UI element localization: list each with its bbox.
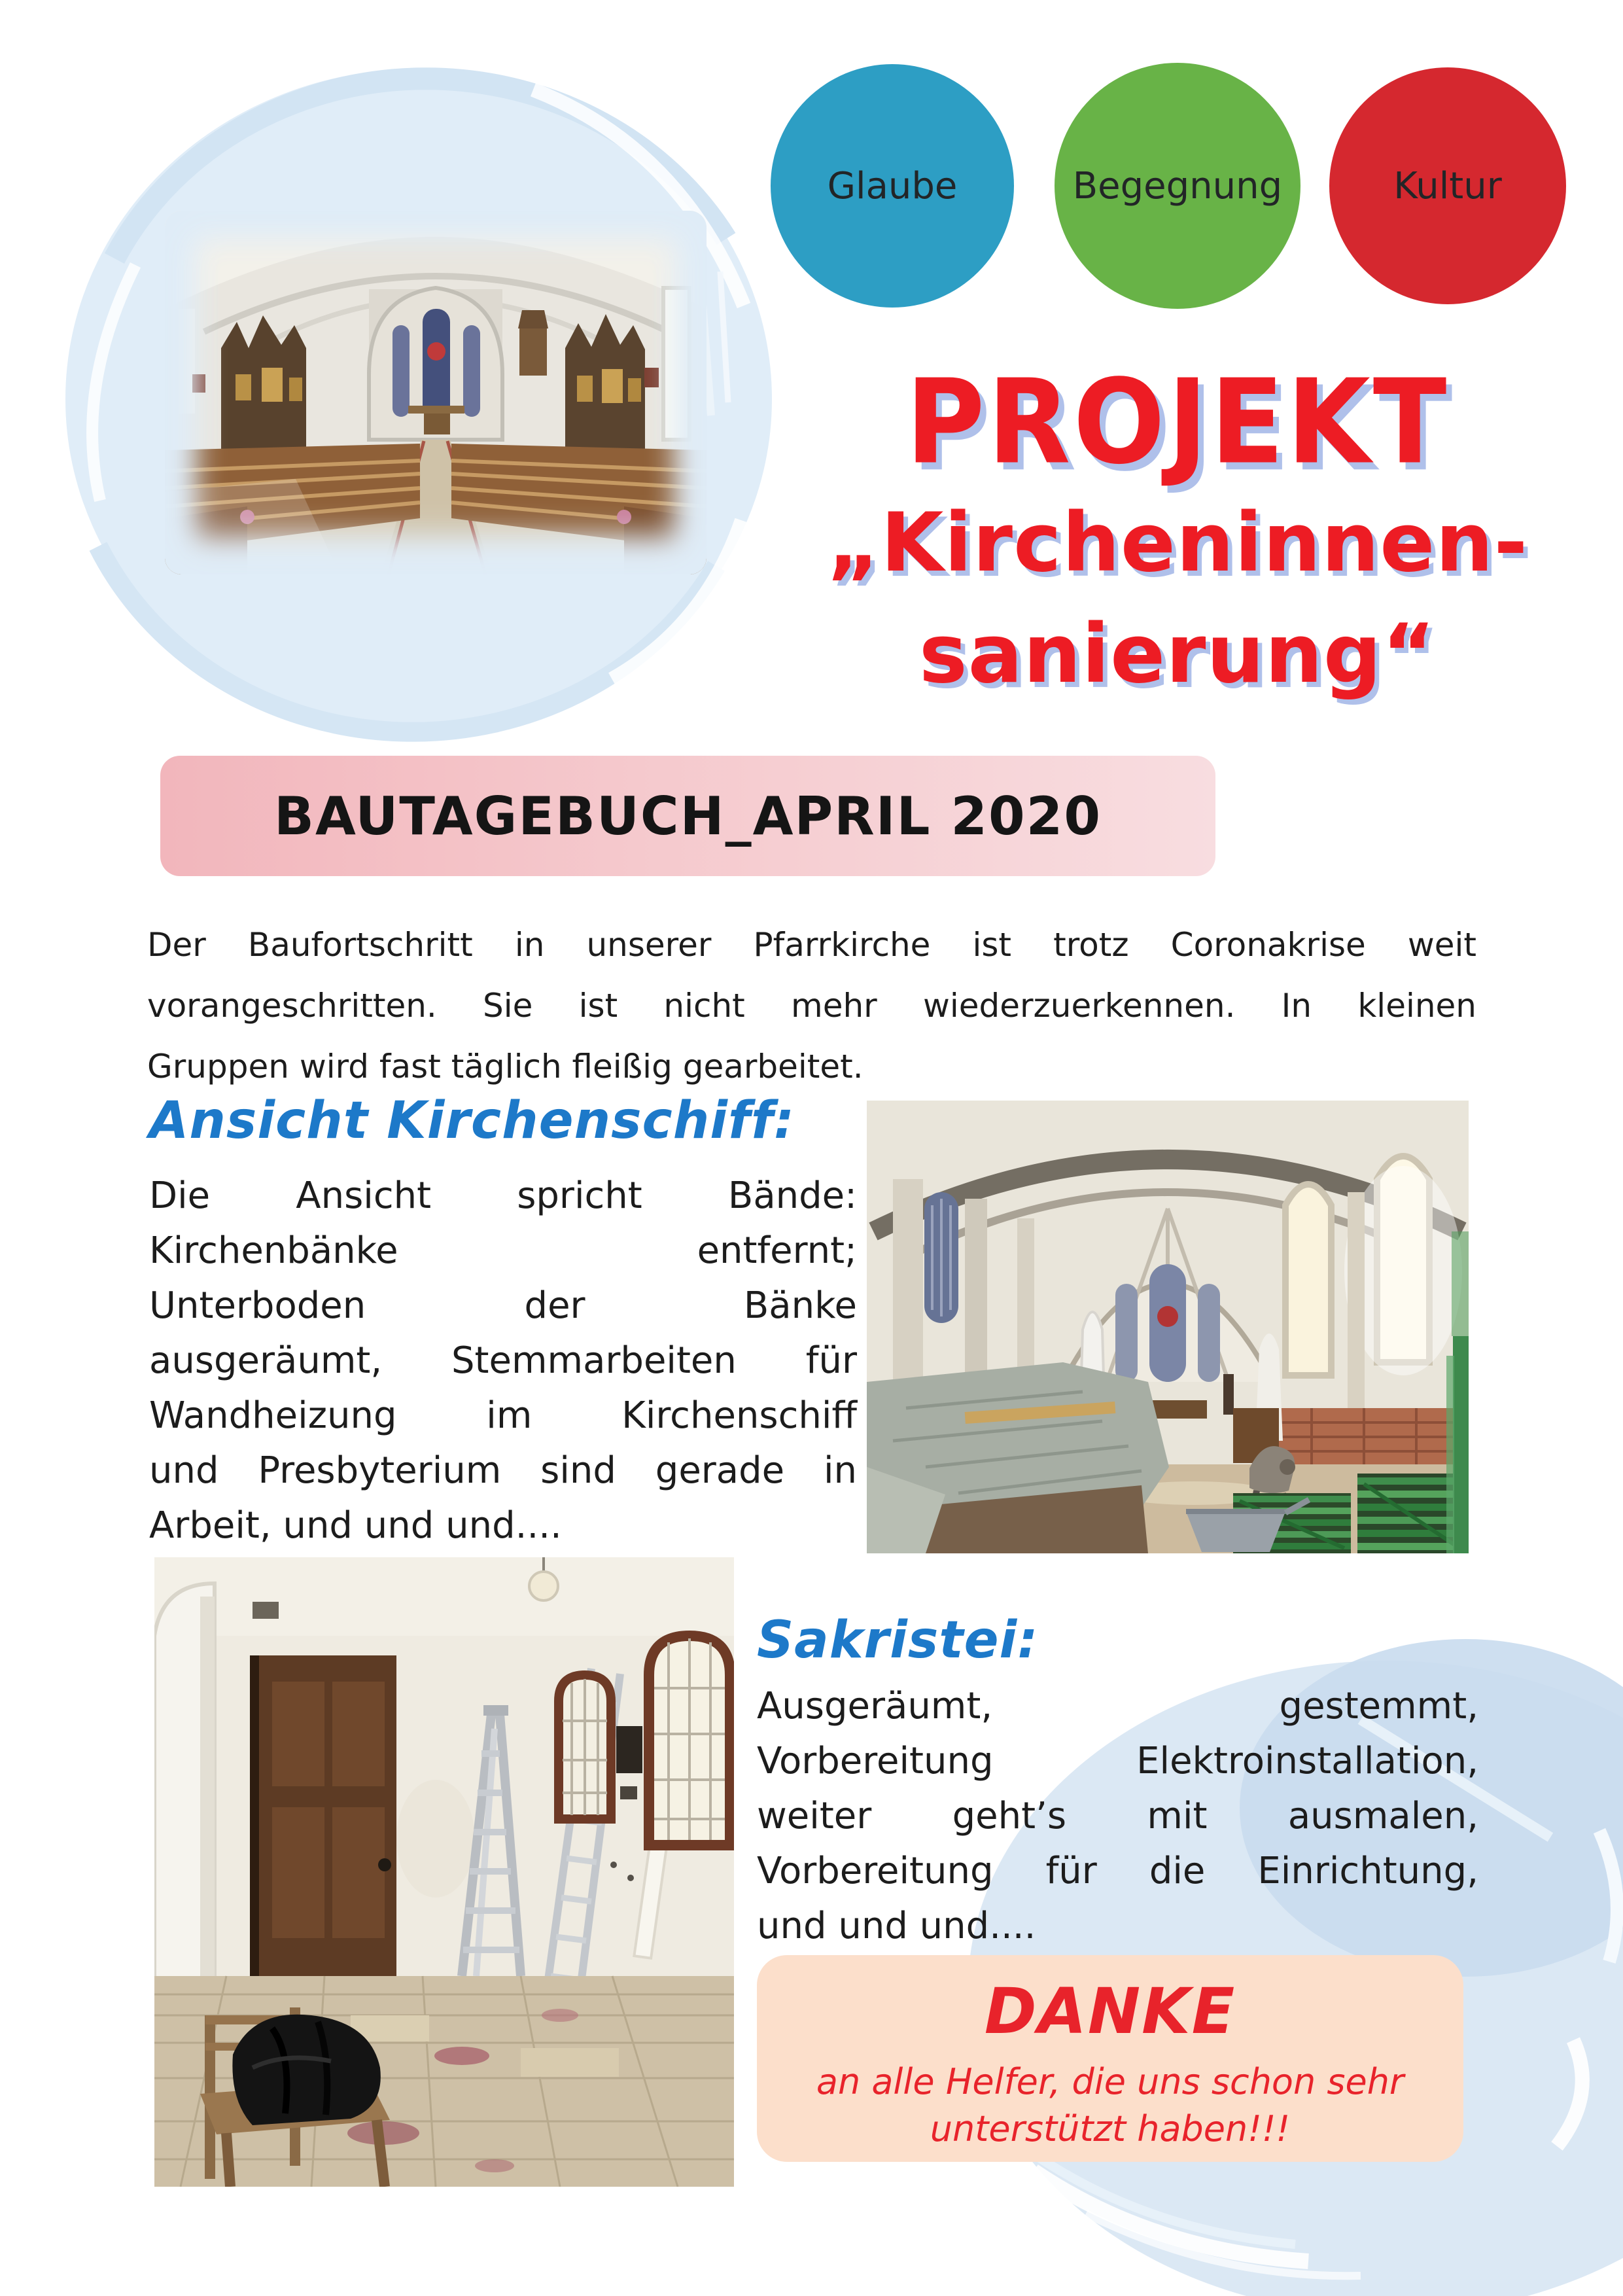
church-construction-illustration: [867, 1101, 1469, 1553]
body-line: Unterboden der Bänke: [149, 1284, 857, 1327]
badge-kultur: [1329, 67, 1566, 304]
intro-line: Gruppen wird fast täglich fleißig gearbeitet.: [147, 1048, 864, 1086]
page-subtitle-line1: „Kircheninnen-: [826, 496, 1529, 590]
badge-glaube: [771, 64, 1014, 308]
church-nave-photo: [165, 211, 707, 574]
page-subtitle-line2: sanierung“: [918, 607, 1437, 701]
page-title: PROJEKT: [905, 354, 1450, 490]
body-line: Vorbereitung Elektroinstallation,: [757, 1740, 1478, 1782]
body-line: Wandheizung im Kirchenschiff: [149, 1394, 857, 1437]
thanks-box: [757, 1955, 1463, 2162]
badge-kultur-label: Kultur: [1393, 164, 1502, 207]
body-line: Arbeit, und und und....: [149, 1504, 562, 1547]
intro-line: Der Baufortschritt in unserer Pfarrkirche ist trotz Coronakrise weit: [147, 926, 1476, 964]
body-line: Kirchenbänke entfernt;: [149, 1229, 857, 1272]
body-line: Vorbereitung für die Einrichtung,: [757, 1850, 1478, 1892]
title-block: [792, 354, 1563, 710]
sacristy-photo: [154, 1557, 734, 2187]
body-line: weiter geht’s mit ausmalen,: [757, 1795, 1478, 1837]
body-line: und Presbyterium sind gerade in: [149, 1449, 857, 1492]
intro-line: vorangeschritten. Sie ist nicht mehr wiederzuerkennen. In kleinen: [147, 987, 1476, 1025]
banner-text: BAUTAGEBUCH_APRIL 2020: [274, 785, 1102, 847]
section-kirchenschiff-paragraph: [149, 1169, 857, 1553]
body-line: Die Ansicht spricht Bände:: [149, 1174, 857, 1217]
body-line: und und und....: [757, 1905, 1036, 1947]
body-line: Ausgeräumt, gestemmt,: [757, 1685, 1478, 1727]
section-sakristei-paragraph: [757, 1679, 1478, 1954]
section-heading-kirchenschiff: Ansicht Kirchenschiff:: [149, 1091, 795, 1150]
badge-begegnung-label: Begegnung: [1072, 164, 1283, 207]
badge-begegnung: [1055, 63, 1300, 309]
banner-bautagebuch: [160, 756, 1215, 876]
church-nave-illustration: [165, 211, 707, 574]
body-line: ausgeräumt, Stemmarbeiten für: [149, 1339, 857, 1382]
thanks-line: an alle Helfer, die uns schon sehr: [816, 2061, 1405, 2102]
badge-glaube-label: Glaube: [827, 164, 958, 207]
thanks-line: unterstützt haben!!!: [930, 2108, 1291, 2149]
church-construction-photo: [867, 1101, 1469, 1553]
intro-paragraph: [147, 915, 1476, 1097]
section-heading-sakristei: Sakristei:: [757, 1611, 1039, 1670]
sacristy-illustration: [154, 1557, 734, 2187]
thanks-title: DANKE: [984, 1975, 1236, 2048]
